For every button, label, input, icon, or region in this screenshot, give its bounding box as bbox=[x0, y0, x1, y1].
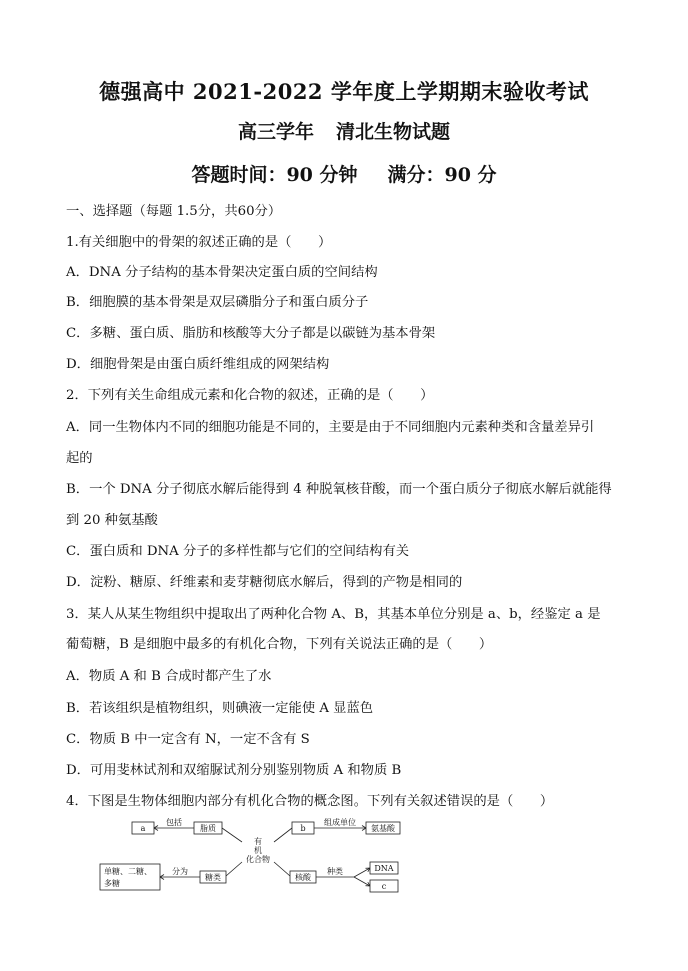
edge-center-zhizhi bbox=[222, 828, 242, 842]
q2-option-b-cont: 到 20 种氨基酸 bbox=[66, 513, 158, 528]
question-1: 1.有关细胞中的骨架的叙述正确的是（ ） bbox=[66, 235, 332, 250]
exam-title: 德强高中 2021-2022 学年度上学期期末验收考试 bbox=[99, 79, 589, 104]
question-3-cont: 葡萄糖，B 是细胞中最多的有机化合物，下列有关说法正确的是（ ） bbox=[66, 637, 493, 652]
exam-meta bbox=[0, 160, 688, 187]
q3-option-c: C．物质 B 中一定含有 N，一定不含有 S bbox=[66, 732, 310, 747]
q2-option-d: D．淀粉、糖原、纤维素和麦芽糖彻底水解后，得到的产物是相同的 bbox=[66, 575, 463, 590]
node-tang-types-line1: 单糖、二糖、 bbox=[104, 867, 152, 876]
edge-label-zhonglei: 种类 bbox=[327, 867, 343, 876]
score-label: 满分：90 分 bbox=[387, 164, 497, 186]
exam-subtitle bbox=[0, 117, 688, 144]
q1-option-b: B．细胞膜的基本骨架是双层磷脂分子和蛋白质分子 bbox=[66, 295, 369, 310]
q2-option-a-cont: 起的 bbox=[66, 451, 93, 466]
question-3: 3．某人从某生物组织中提取出了两种化合物 A、B，其基本单位分别是 a、b，经鉴定 a 是 bbox=[66, 607, 601, 622]
edge-label-zucheng: 组成单位 bbox=[324, 818, 356, 827]
q2-option-a: A．同一生物体内不同的细胞功能是不同的，主要是由于不同细胞内元素种类和含量差异引 bbox=[66, 420, 595, 435]
q3-option-b: B．若该组织是植物组织，则碘液一定能使 A 显蓝色 bbox=[66, 701, 374, 716]
time-label: 答题时间：90 分钟 bbox=[191, 164, 358, 186]
node-tanglei-label: 糖类 bbox=[205, 873, 221, 882]
q3-option-a: A．物质 A 和 B 合成时都产生了水 bbox=[66, 669, 272, 684]
node-anjisuan-label: 氨基酸 bbox=[371, 824, 395, 833]
center-label-1: 有 bbox=[254, 837, 262, 846]
subject-label: 清北生物试题 bbox=[336, 121, 451, 143]
edge-label-baohan: 包括 bbox=[166, 818, 182, 827]
node-tang-types-line2: 多糖 bbox=[104, 879, 120, 888]
q2-option-c: C．蛋白质和 DNA 分子的多样性都与它们的空间结构有关 bbox=[66, 544, 410, 559]
question-4: 4．下图是生物体细胞内部分有机化合物的概念图。下列有关叙述错误的是（ ） bbox=[66, 794, 554, 809]
q2-option-b: B．一个 DNA 分子彻底水解后能得到 4 种脱氧核苷酸，而一个蛋白质分子彻底水解后就能得 bbox=[66, 482, 612, 497]
question-2: 2．下列有关生命组成元素和化合物的叙述，正确的是（ ） bbox=[66, 388, 434, 403]
q3-option-d: D．可用斐林试剂和双缩脲试剂分别鉴别物质 A 和物质 B bbox=[66, 763, 402, 778]
grade-label: 高三学年 bbox=[237, 121, 314, 143]
q1-option-d: D．细胞骨架是由蛋白质纤维组成的网架结构 bbox=[66, 357, 330, 372]
node-zhizhi-label: 脂质 bbox=[200, 824, 216, 833]
section-heading: 一、选择题（每题 1.5分，共60分） bbox=[66, 204, 282, 219]
center-label-3: 化合物 bbox=[246, 855, 270, 864]
edge-label-fenwei: 分为 bbox=[172, 867, 188, 876]
edge-to-c bbox=[354, 877, 370, 886]
edge-center-hesuan bbox=[274, 862, 290, 876]
edge-center-b bbox=[274, 828, 292, 842]
edge-to-dna bbox=[354, 868, 370, 877]
center-label-2: 机 bbox=[254, 846, 262, 855]
node-c-label: c bbox=[381, 882, 387, 891]
q1-option-c: C．多糖、蛋白质、脂肪和核酸等大分子都是以碳链为基本骨架 bbox=[66, 326, 436, 341]
node-dna-label: DNA bbox=[374, 864, 394, 873]
q1-option-a: A．DNA 分子结构的基本骨架决定蛋白质的空间结构 bbox=[66, 265, 378, 280]
node-b-label: b bbox=[300, 824, 306, 833]
edge-center-tang bbox=[226, 862, 242, 876]
node-hesuan-label: 核酸 bbox=[295, 873, 311, 882]
node-a-label: a bbox=[140, 824, 146, 833]
organic-compound-concept-map bbox=[96, 816, 416, 898]
